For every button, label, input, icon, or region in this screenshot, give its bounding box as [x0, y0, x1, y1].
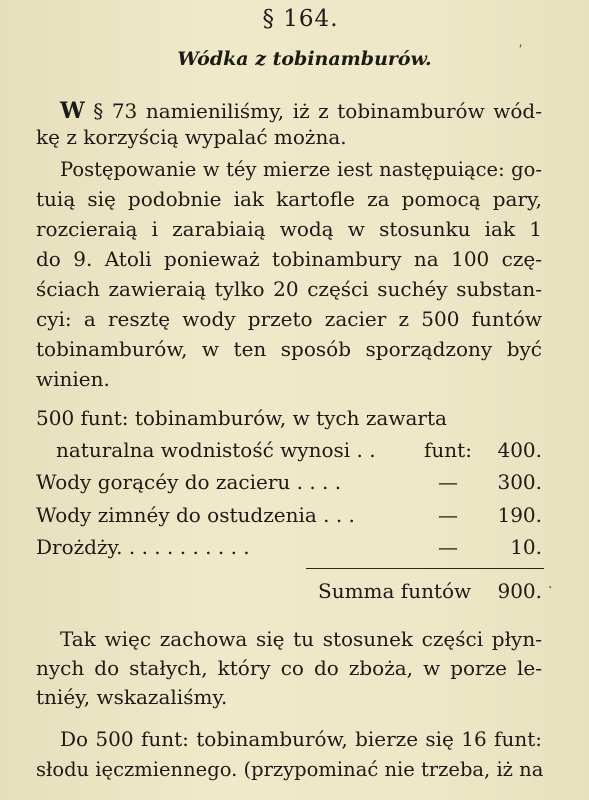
sum-row [36, 578, 542, 604]
paragraph-line: tuią się podobnie iak kartofle za pomocą pary, [36, 187, 542, 211]
row-label: Wody zimnéy do ostudzenia . . . [36, 503, 355, 527]
paragraph-line: tobinamburów, w ten sposób sporządzony być [36, 337, 542, 361]
paragraph-line: słodu ięczmiennego. (przypominać nie trzeba, iż na [36, 758, 544, 781]
drop-capital: W [60, 98, 85, 124]
paragraph-line: tniéy, wskazaliśmy. [36, 685, 228, 709]
paragraph-line: winien. [36, 367, 110, 391]
paragraph-line: ściach zawieraią tylko 20 części suchéy substan- [36, 277, 542, 301]
row-value: 190. [497, 503, 542, 527]
paragraph-line: Postępowanie w téy mierze iest następuiące: go- [60, 158, 542, 181]
row-label: naturalna wodnistość wynosi . . [56, 438, 376, 462]
section-number: § 164. [262, 6, 339, 32]
paragraph-line: nych do stałych, który co do zboża, w porze le- [36, 656, 542, 680]
ink-speck: · [548, 580, 553, 596]
row-value: 400. [497, 438, 542, 462]
paragraph-line: kę z korzyścią wypalać można. [36, 125, 347, 149]
sum-value: 900. [497, 579, 542, 603]
row-unit: funt: [424, 438, 472, 462]
row-unit: — [438, 470, 458, 494]
row-unit: — [438, 535, 458, 559]
table-intro-line: 500 funt: tobinamburów, w tych zawarta [36, 406, 447, 430]
row-label: Wody gorącéy do zacieru . . . . [36, 470, 342, 494]
sum-label: Summa funtów [318, 579, 472, 603]
table-row [36, 502, 542, 528]
table-row [36, 534, 542, 560]
paragraph-line: cyi: a resztę wody przeto zacier z 500 funtów [36, 307, 542, 331]
paragraph-line: Do 500 funt: tobinamburów, bierze się 16 funt: [60, 727, 542, 751]
section-title: Wódka z tobinamburów. [177, 48, 432, 70]
sum-rule [306, 568, 544, 569]
row-label: Drożdży. . . . . . . . . . . [36, 535, 250, 559]
row-value: 300. [497, 470, 542, 494]
table-row [36, 437, 542, 463]
paragraph-line: Tak więc zachowa się tu stosunek części płyn- [60, 627, 542, 651]
row-value: 10. [510, 535, 542, 559]
paragraph-line: W § 73 namieniliśmy, iż z tobinamburów wód- [60, 98, 542, 124]
table-row [36, 469, 542, 495]
ink-speck: ˌ [517, 33, 527, 51]
row-unit: — [438, 503, 458, 527]
paragraph-line: do 9. Atoli ponieważ tobinambury na 100 czę- [36, 247, 542, 271]
paragraph-line: rozcieraią i zarabiaią wodą w stosunku iak 1 [36, 217, 542, 241]
